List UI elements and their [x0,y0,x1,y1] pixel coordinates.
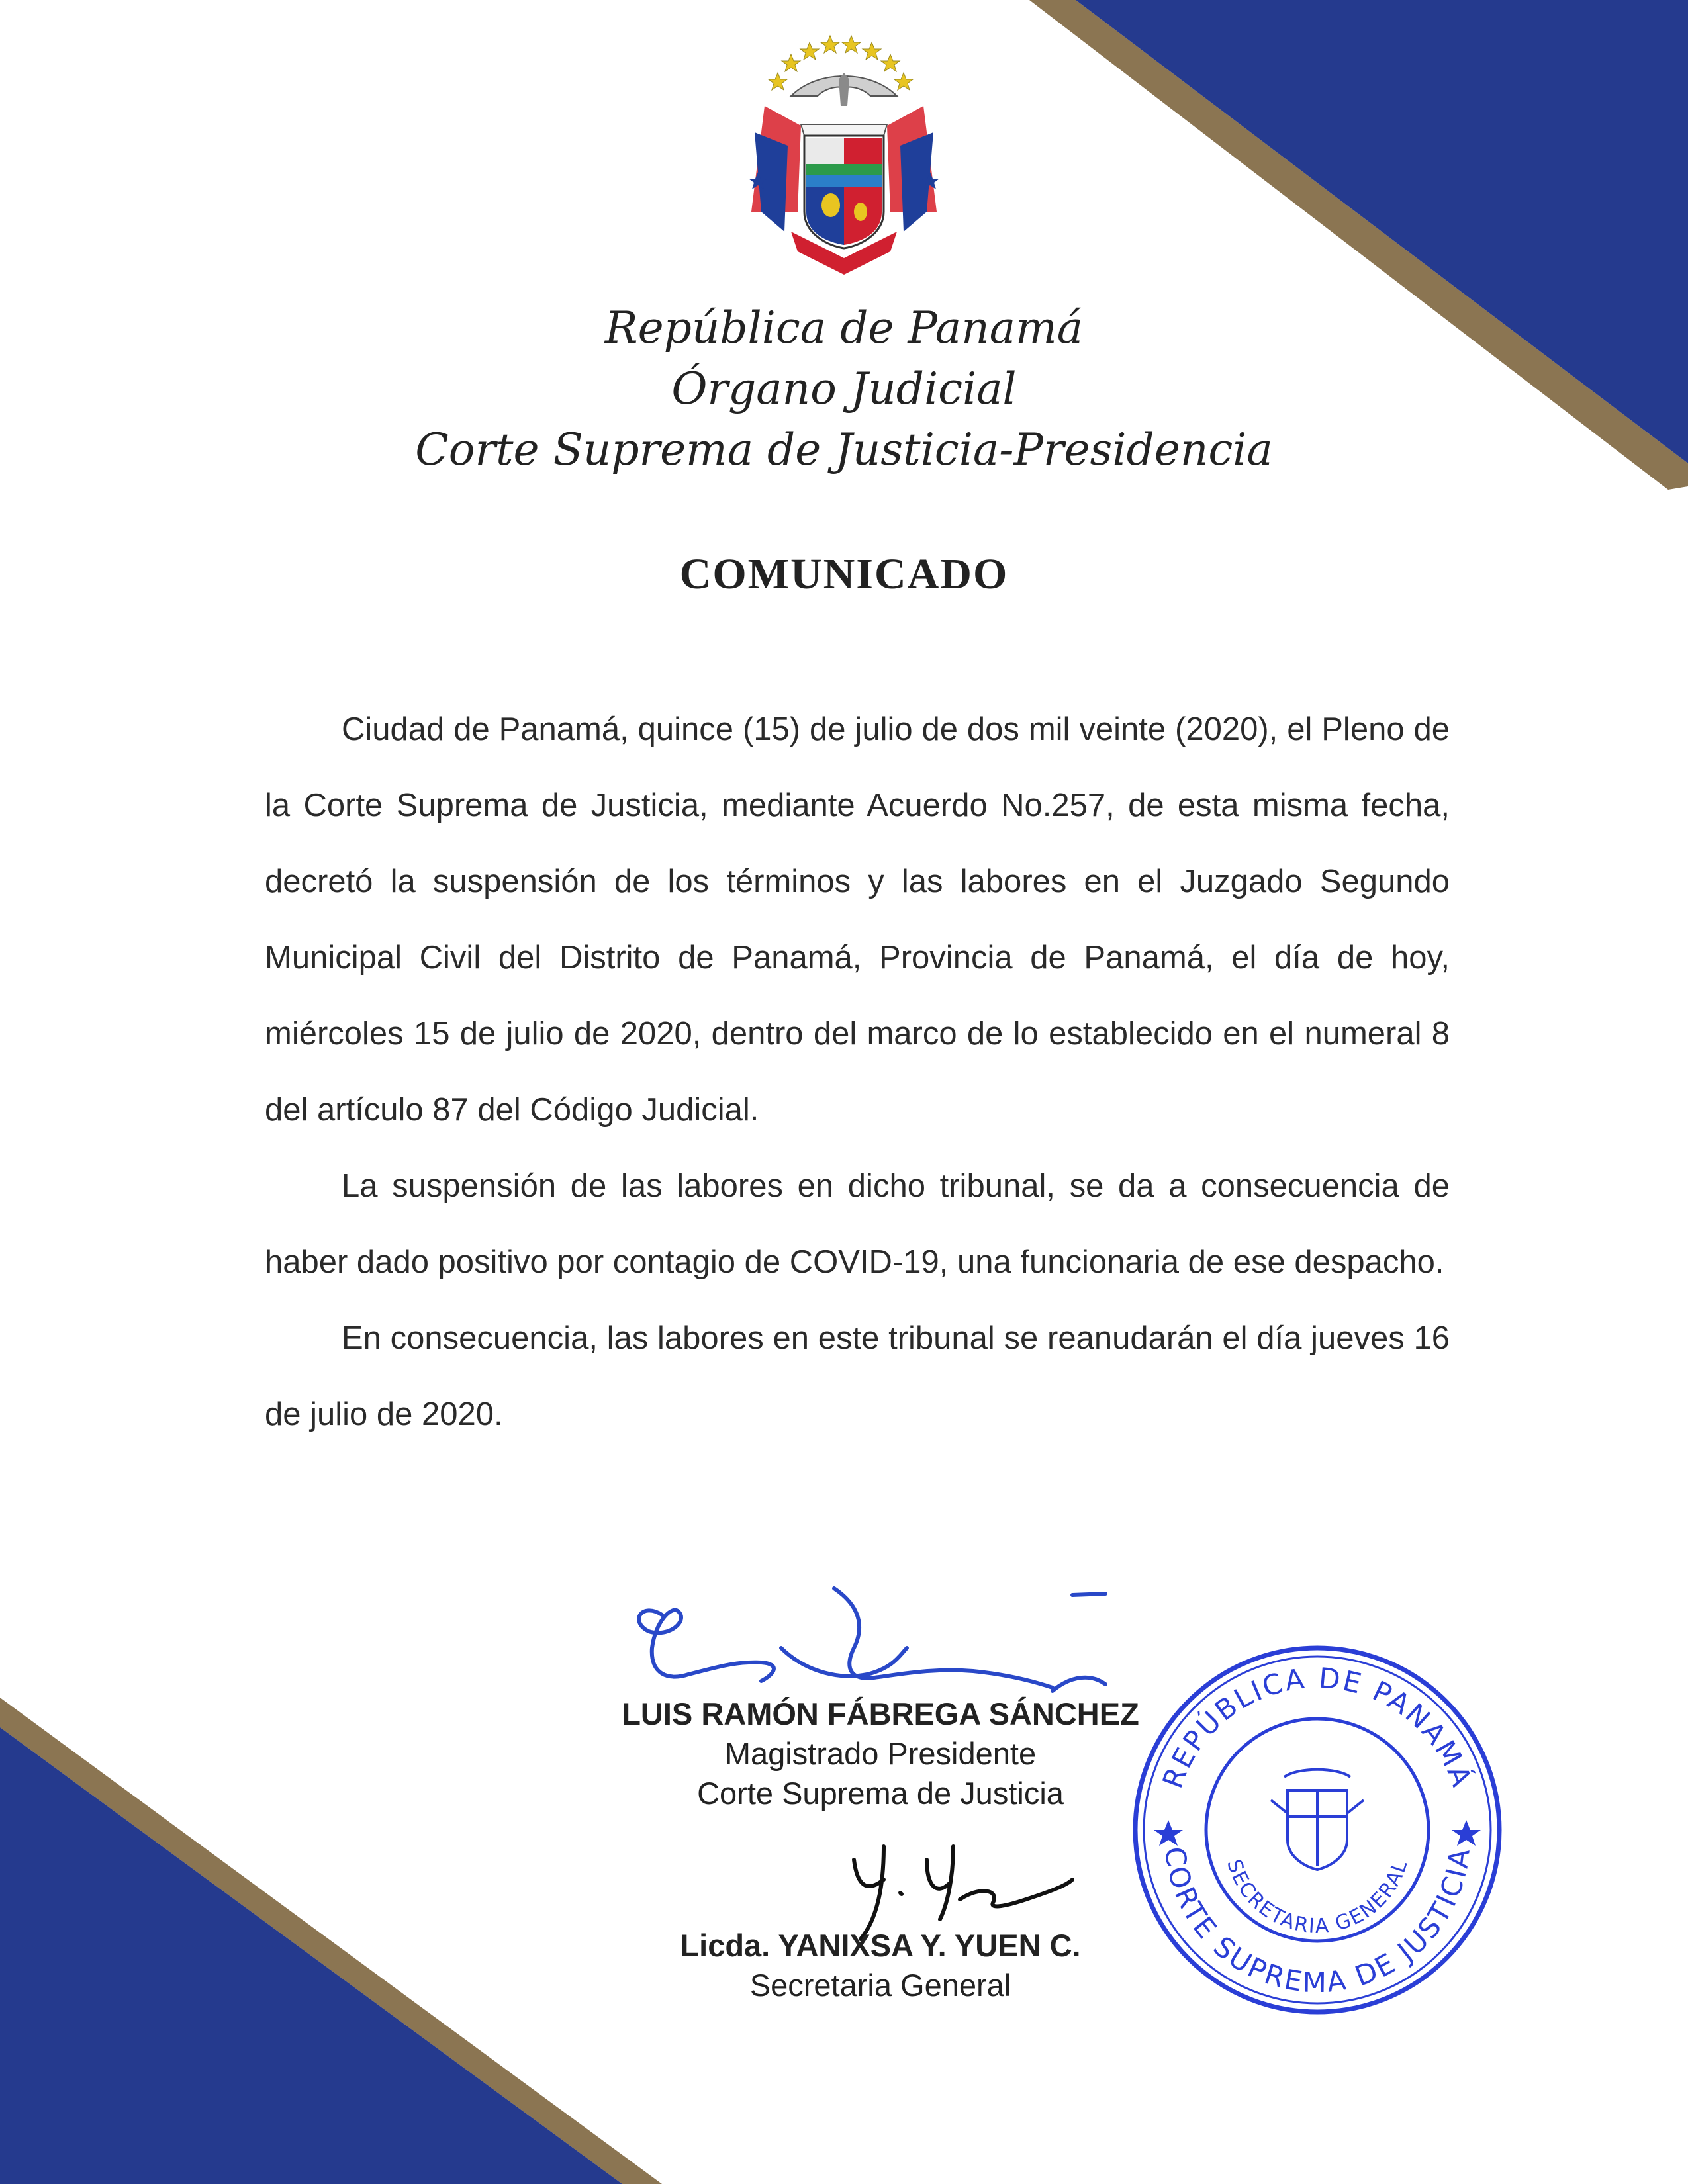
country-name: República de Panamá [604,302,1084,353]
signatory-name: Licda. YANIXSA Y. YUEN C. [680,1928,1081,1963]
signatory-role: Magistrado Presidente [724,1736,1037,1771]
seal-bottom-text: CORTE SUPREMA DE JUSTICIA [1158,1844,1477,1999]
office-name: Corte Suprema de Justicia-Presidencia [415,424,1273,475]
document-body [265,692,1450,1453]
seal-outer-text: REPÚBLICA DE PANAMÁ [1156,1661,1479,1793]
seal-inner-text: SECRETARIA GENERAL [1222,1856,1413,1938]
coat-of-arms-icon [725,13,963,278]
signatory-name: LUIS RAMÓN FÁBREGA SÁNCHEZ [622,1696,1139,1731]
paragraph: En consecuencia, las labores en este tribunal se reanudarán el día jueves 16 de julio de 2020. [265,1320,1450,1432]
document-title: COMUNICADO [679,550,1009,598]
paragraph: Ciudad de Panamá, quince (15) de julio de dos mil veinte (2020), el Pleno de la Corte Suprema de Justicia, mediante Acuerdo No.257, de esta misma fecha, decretó la suspensión de los términos y las labores en el Juzgado Segundo Municipal Civil del Distrito de Panamá, Provincia de Panamá, el día de hoy, miércoles 15 de julio de 2020, dentro del marco de lo establecido en el numeral 8 del artículo 87 del Código Judicial. [265,711,1450,1128]
signatory-organization: Corte Suprema de Justicia [697,1776,1064,1811]
letterhead [0,298,1688,480]
official-seal-icon [1129,1641,1506,2019]
signature-president [616,1575,1158,1701]
signatory-role: Secretaria General [749,1968,1011,2003]
organization-name: Órgano Judicial [671,363,1017,414]
svg-text:REPÚBLICA DE PANAMÁ [1156,1661,1479,1792]
paragraph: La suspensión de las labores en dicho tribunal, se da a consecuencia de haber dado positivo por contagio de COVID-19, una funcionaria de ese despacho. [265,1168,1450,1280]
